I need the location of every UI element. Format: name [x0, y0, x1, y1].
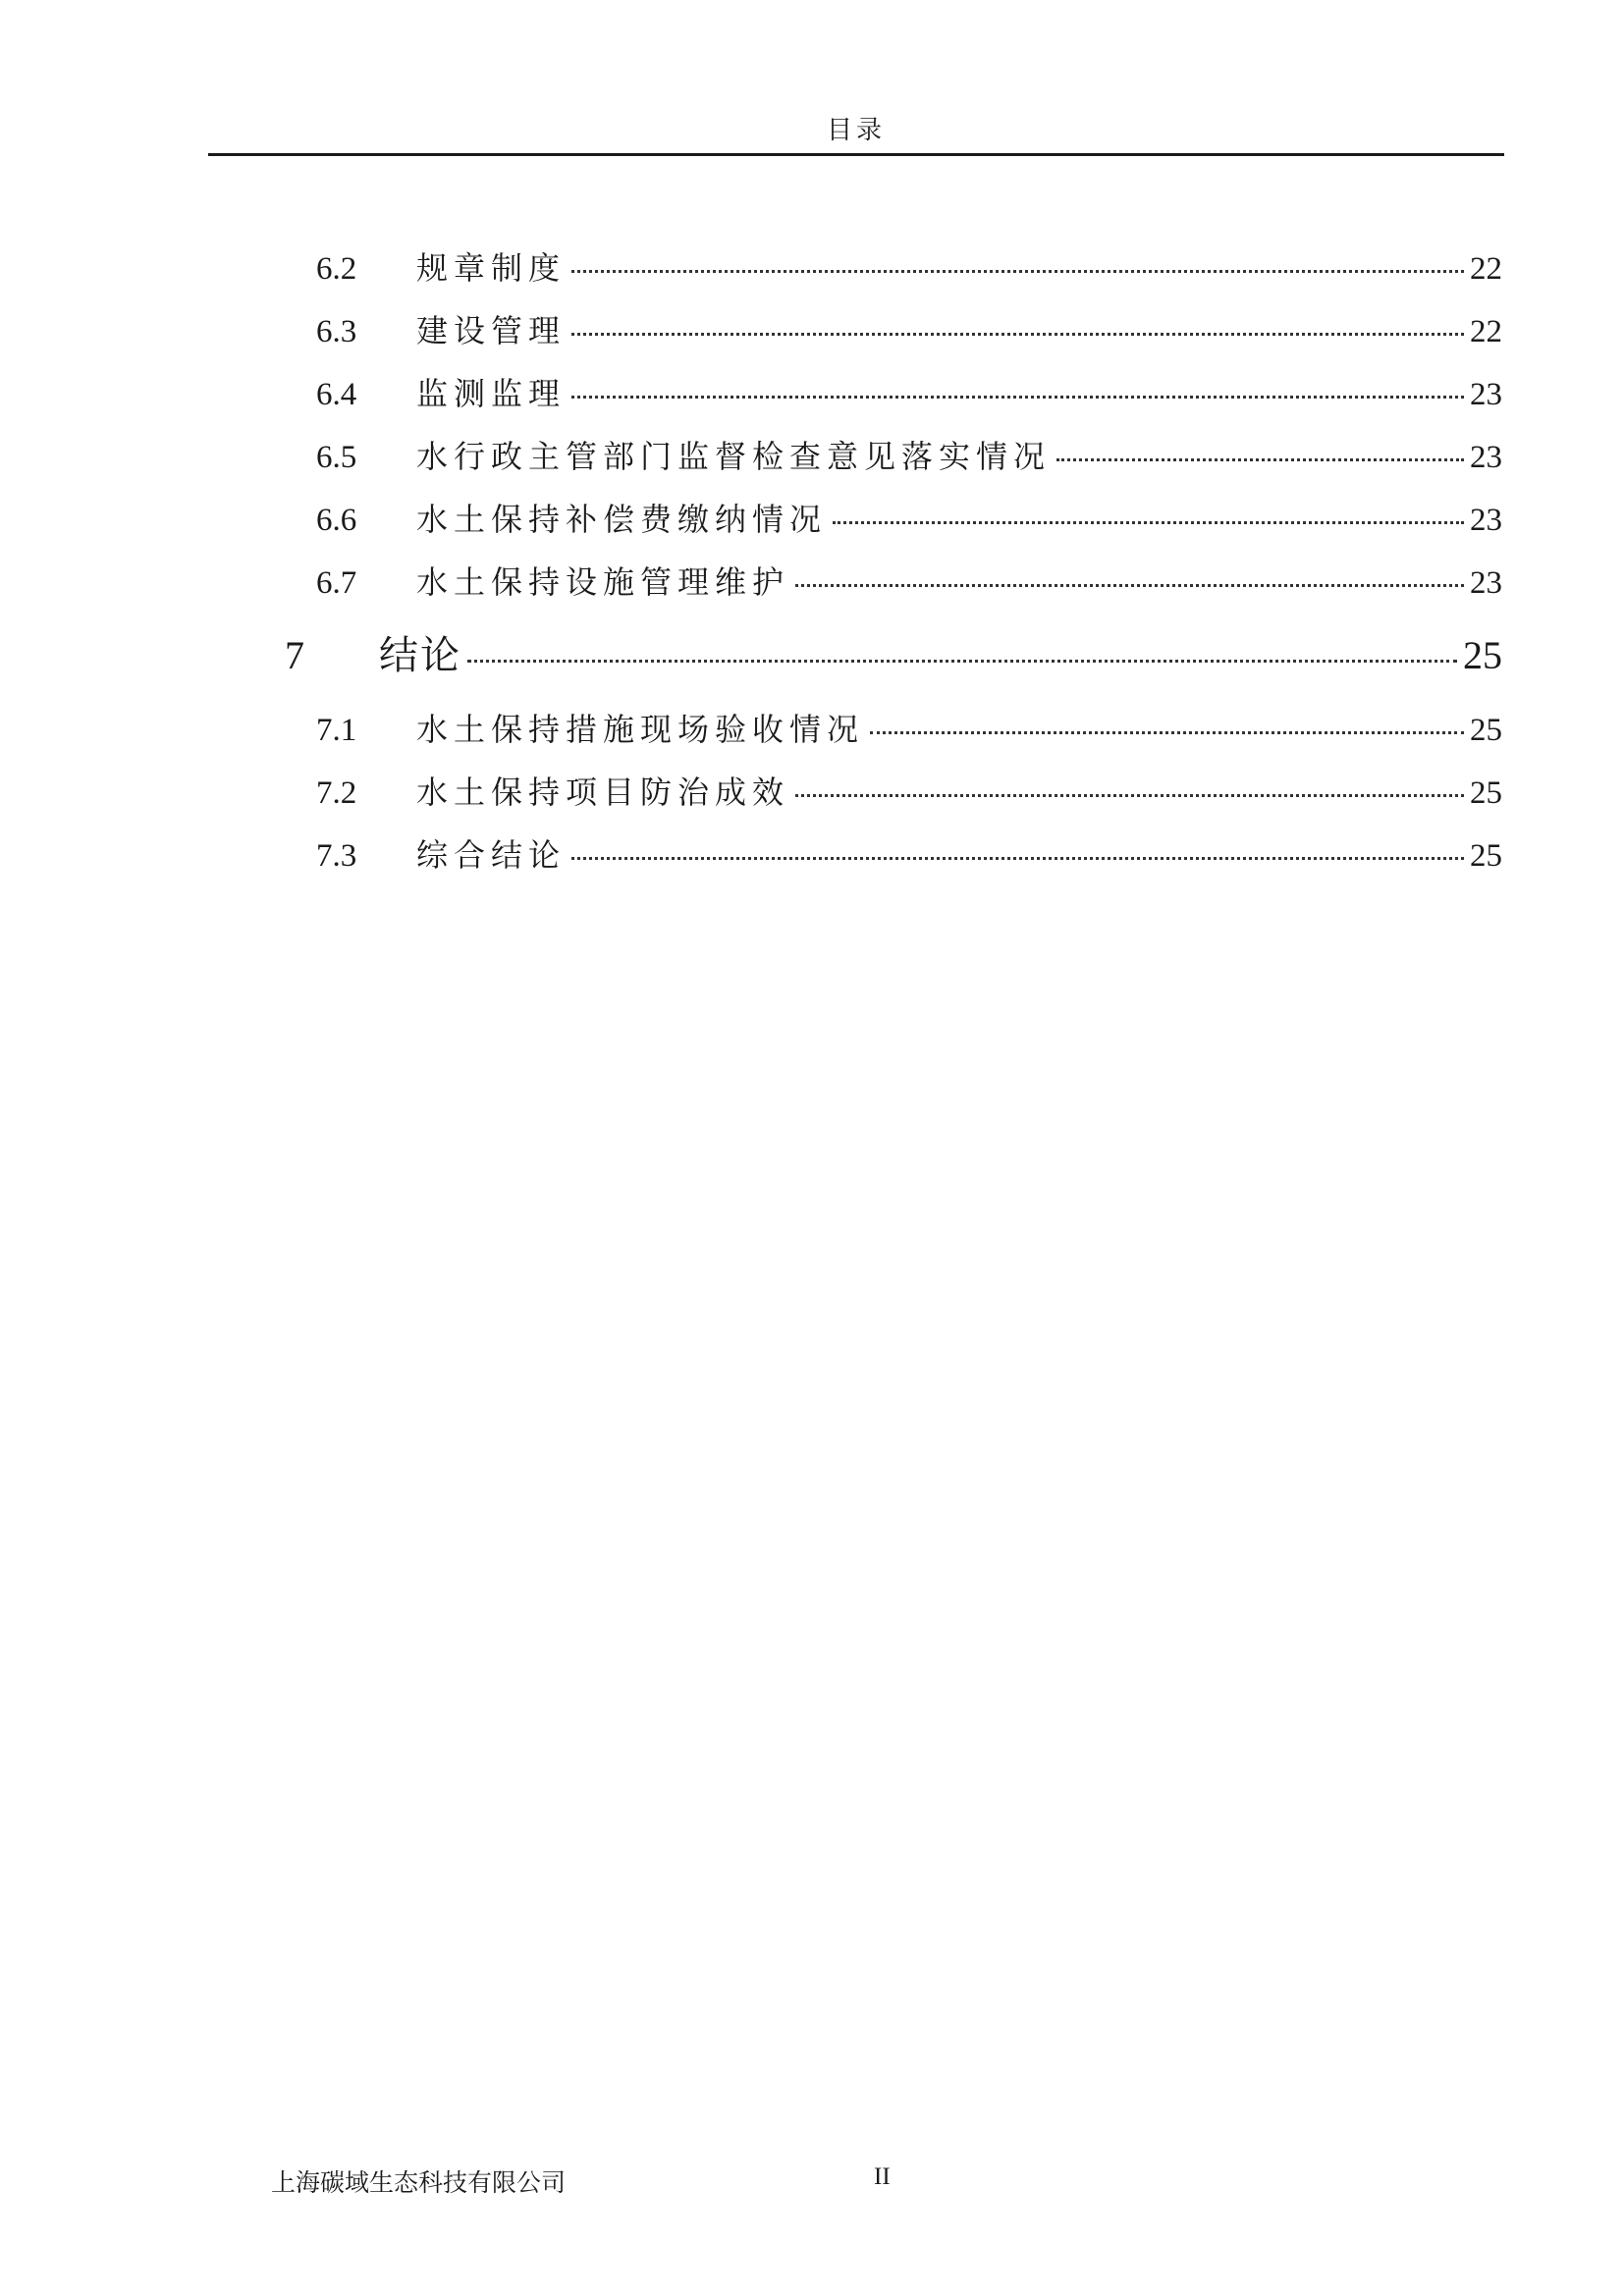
toc-entry-title: 规章制度 — [416, 249, 567, 287]
footer-page-number: II — [874, 2163, 891, 2190]
toc-entry-6-2[interactable] — [285, 243, 1502, 306]
toc-entry-page: 25 — [1470, 713, 1502, 748]
toc-dot-leader — [833, 521, 1464, 524]
toc-entry-title: 水土保持项目防治成效 — [416, 774, 790, 811]
toc-entry-title: 综合结论 — [416, 836, 567, 874]
toc-dot-leader — [467, 660, 1457, 663]
toc-dot-leader — [571, 396, 1464, 399]
header-divider — [208, 153, 1504, 156]
toc-dot-leader — [571, 333, 1464, 336]
toc-chapter-number: 7 — [285, 633, 304, 677]
toc-entry-title: 水行政主管部门监督检查意见落实情况 — [416, 438, 1052, 475]
toc-entry-7-3[interactable] — [285, 830, 1502, 893]
toc-entry-page: 25 — [1470, 775, 1502, 811]
toc-entry-title: 水土保持措施现场验收情况 — [416, 711, 865, 748]
toc-entry-7[interactable] — [285, 624, 1502, 705]
toc-entry-number: 6.4 — [316, 377, 357, 412]
toc-entry-number: 7.2 — [316, 775, 357, 811]
toc-entry-6-5[interactable] — [285, 432, 1502, 495]
toc-dot-leader — [571, 270, 1464, 273]
toc-dot-leader — [795, 794, 1464, 797]
page-header-title: 目录 — [826, 116, 886, 145]
toc-entry-page: 23 — [1470, 377, 1502, 412]
toc-entry-page: 23 — [1470, 503, 1502, 538]
toc-entry-6-4[interactable] — [285, 369, 1502, 432]
toc-entry-page: 23 — [1470, 440, 1502, 475]
toc-dot-leader — [571, 857, 1464, 860]
toc-entry-page: 23 — [1470, 565, 1502, 601]
footer-company-name: 上海碳域生态科技有限公司 — [271, 2168, 567, 2197]
toc-entry-title: 建设管理 — [416, 312, 567, 349]
toc-entry-number: 7.3 — [316, 838, 357, 874]
toc-dot-leader — [1056, 458, 1464, 461]
toc-chapter-page: 25 — [1463, 633, 1502, 677]
toc-entry-number: 6.6 — [316, 503, 357, 538]
table-of-contents — [285, 243, 1502, 893]
toc-entry-title: 水土保持补偿费缴纳情况 — [416, 501, 828, 538]
toc-entry-title: 水土保持设施管理维护 — [416, 563, 790, 601]
toc-entry-7-1[interactable] — [285, 705, 1502, 768]
toc-entry-page: 22 — [1470, 251, 1502, 287]
toc-entry-6-7[interactable] — [285, 558, 1502, 620]
toc-entry-6-3[interactable] — [285, 306, 1502, 369]
toc-chapter-title: 结论 — [379, 633, 461, 678]
toc-entry-number: 6.2 — [316, 251, 357, 287]
toc-entry-page: 22 — [1470, 314, 1502, 349]
toc-entry-title: 监测监理 — [416, 375, 567, 412]
toc-entry-page: 25 — [1470, 838, 1502, 874]
toc-entry-number: 6.3 — [316, 314, 357, 349]
toc-dot-leader — [795, 584, 1464, 587]
toc-entry-number: 6.5 — [316, 440, 357, 475]
toc-entry-6-6[interactable] — [285, 495, 1502, 558]
toc-entry-7-2[interactable] — [285, 768, 1502, 830]
toc-entry-number: 6.7 — [316, 565, 357, 601]
toc-entry-number: 7.1 — [316, 713, 357, 748]
toc-dot-leader — [870, 731, 1464, 734]
